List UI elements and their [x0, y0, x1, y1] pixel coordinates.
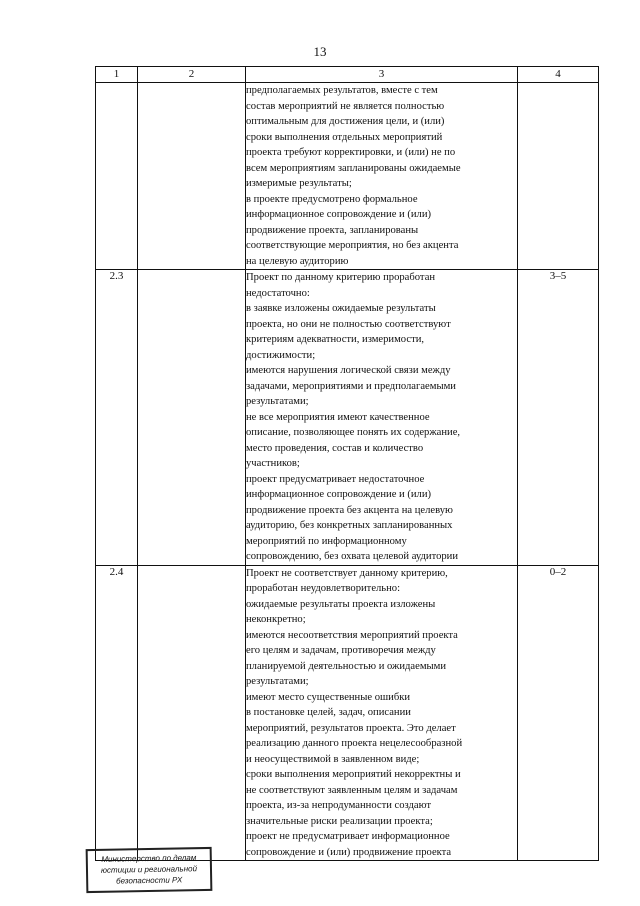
description-line: не все мероприятия имеют качественное	[246, 411, 430, 423]
criterion-number: 2.4	[96, 565, 138, 861]
description-line: оптимальным для достижения цели, и (или)	[246, 116, 445, 127]
description-line: результатами;	[246, 676, 309, 687]
description-line: и неосуществимой в заявленном виде;	[246, 753, 420, 765]
empty-cell	[138, 565, 246, 861]
score-range: 3–5	[518, 270, 599, 566]
description-line: аудиторию, без конкретных запланированных	[246, 520, 453, 531]
description-line: имеются нарушения логической связи между	[246, 365, 451, 376]
description-line: состав мероприятий не является полностью	[246, 100, 445, 112]
criterion-description	[246, 270, 518, 566]
column-header-3: 3	[246, 67, 518, 83]
ministry-stamp	[86, 847, 213, 893]
criterion-number: 2.3	[96, 270, 138, 566]
description-line: значительные риски реализации проекта;	[246, 815, 433, 827]
column-header-4: 4	[518, 67, 599, 83]
description-line: место проведения, состав и количество	[246, 442, 424, 454]
description-line: измеримые результаты;	[246, 178, 352, 189]
description-line: неконкретно;	[246, 614, 306, 625]
description-line: Проект не соответствует данному критерию,	[246, 567, 448, 579]
empty-cell	[138, 83, 246, 270]
description-line: достижимости;	[246, 349, 316, 361]
description-line: сроки выполнения отдельных мероприятий	[246, 131, 443, 143]
description-line: информационное сопровождение и (или)	[246, 489, 432, 500]
description-line: имеют место существенные ошибки	[246, 691, 411, 703]
column-header-2: 2	[138, 67, 246, 83]
description-line: информационное сопровождение и (или)	[246, 209, 432, 220]
description-line: сроки выполнения мероприятий некорректны и	[246, 769, 461, 780]
stamp-line-2: юстиции и региональной	[100, 864, 198, 875]
description-line: не соответствуют заявленным целям и задачам	[246, 784, 458, 796]
description-line: проработан неудовлетворительно:	[246, 583, 401, 594]
description-line: планируемой деятельностью и ожидаемыми	[246, 660, 447, 672]
description-line: мероприятий по информационному	[246, 535, 407, 547]
description-line: в постановке целей, задач, описании	[246, 707, 411, 718]
description-line: на целевую аудиторию	[246, 255, 349, 267]
description-line: проект не предусматривает информационное	[246, 831, 450, 842]
page-number: 13	[313, 44, 327, 59]
table-row	[96, 270, 599, 566]
description-line: всем мероприятиям запланированы ожидаемые	[246, 162, 461, 174]
table-row	[96, 83, 599, 270]
description-line: Проект по данному критерию проработан	[246, 272, 436, 283]
description-line: продвижение проекта без акцента на целевую	[246, 504, 453, 516]
stamp-line-3: безопасности РХ	[115, 875, 183, 886]
description-line: задачами, мероприятиями и предполагаемыми	[246, 380, 456, 392]
description-line: результатами;	[246, 396, 309, 407]
score-range: 0–2	[518, 565, 599, 861]
description-line: в заявке изложены ожидаемые результаты	[246, 303, 436, 314]
table-body	[96, 83, 599, 861]
description-line: сопровождению, без охвата целевой аудитории	[246, 551, 459, 562]
description-line: мероприятий, результатов проекта. Это делает	[246, 722, 456, 734]
description-line: описание, позволяющее понять их содержание,	[246, 427, 461, 438]
description-line: реализацию данного проекта нецелесообразной	[246, 738, 463, 749]
empty-cell	[138, 270, 246, 566]
score-range	[518, 83, 599, 270]
description-line: проекта, из-за непродуманности создают	[246, 800, 432, 811]
description-line: в проекте предусмотрено формальное	[246, 193, 418, 205]
criterion-description	[246, 565, 518, 861]
stamp-line-1: Министерство по делам	[101, 853, 197, 864]
table-header-row	[96, 67, 599, 83]
description-line: ожидаемые результаты проекта изложены	[246, 598, 436, 610]
description-line: недостаточно:	[246, 287, 310, 299]
description-line: соответствующие мероприятия, но без акцента	[246, 240, 459, 251]
description-line: его целям и задачам, противоречия между	[246, 645, 436, 656]
description-line: проекта требуют корректировки, и (или) не по	[246, 147, 456, 158]
description-line: проекта, но они не полностью соответствуют	[246, 318, 451, 330]
column-header-1: 1	[96, 67, 138, 83]
description-line: проект предусматривает недостаточное	[246, 473, 425, 485]
criterion-number	[96, 83, 138, 270]
description-line: критериям адекватности, измеримости,	[246, 334, 425, 345]
description-line: имеются несоответствия мероприятий проекта	[246, 629, 458, 641]
description-line: продвижение проекта, запланированы	[246, 224, 419, 236]
criterion-description	[246, 83, 518, 270]
description-line: участников;	[246, 458, 300, 469]
criteria-table	[95, 66, 599, 861]
description-line: сопровождение и (или) продвижение проекта	[246, 846, 452, 858]
description-line: предполагаемых результатов, вместе с тем	[246, 85, 438, 96]
table-row	[96, 565, 599, 861]
